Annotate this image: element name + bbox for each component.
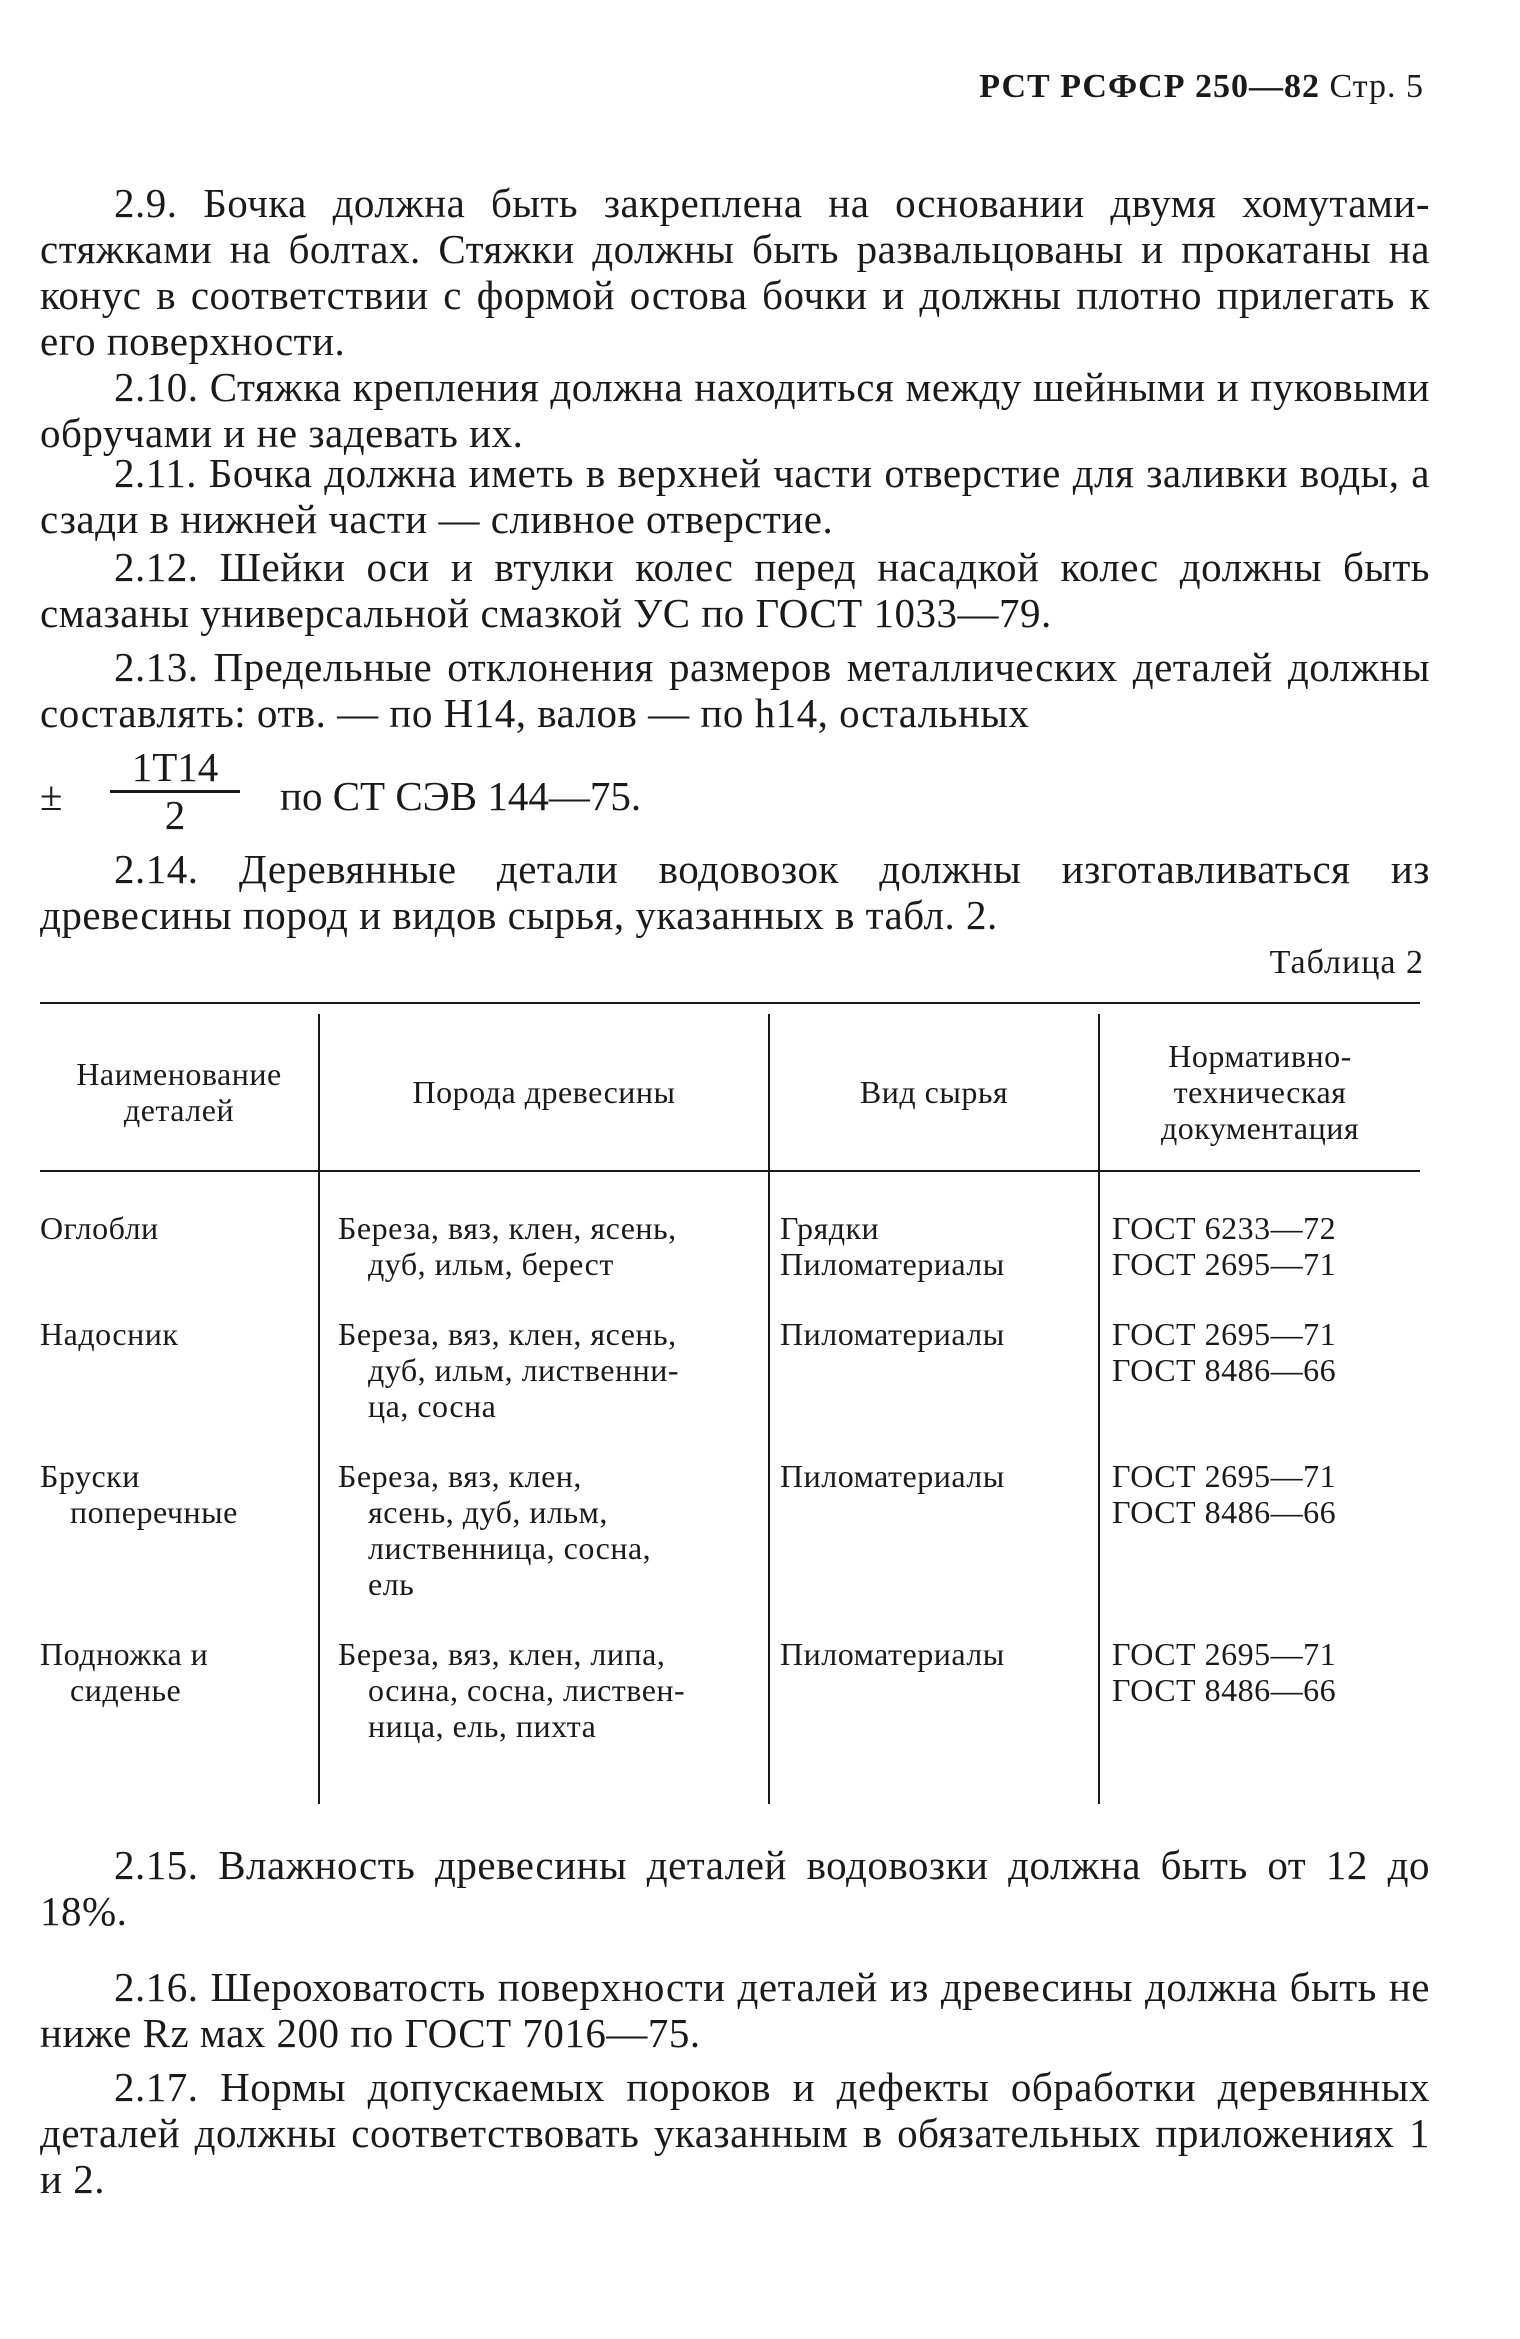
paragraph-2-11: 2.11. Бочка должна иметь в верхней части отверстие для заливки воды, а сзади в нижней части — сливное отверстие. <box>40 450 1430 542</box>
header-material: Вид сырья <box>859 1074 1009 1110</box>
paragraph-2-15: 2.15. Влажность древесины деталей водовозки должна быть от 12 до 18%. <box>40 1842 1430 1934</box>
row-3-part: Бруски поперечные <box>40 1458 238 1530</box>
fraction-denominator: 2 <box>164 792 186 838</box>
header-species: Порода древесины <box>412 1074 676 1110</box>
fraction <box>100 744 250 837</box>
row-3-material: Пиломатериалы <box>780 1458 1005 1494</box>
paragraph-2-9: 2.9. Бочка должна быть закреплена на основании двумя хомутами-стяжками на болтах. Стяжки должны быть развальцованы и прокатаны на конус в соответствии с формой остова бочки и должны плотно прилегать к его поверхности. <box>40 180 1430 364</box>
table-top-rule <box>40 1002 1420 1004</box>
column-divider-2 <box>768 1014 770 1804</box>
materials-table <box>40 1002 1420 1802</box>
page-header <box>979 68 1424 106</box>
table-caption: Таблица 2 <box>1269 944 1424 981</box>
row-4-part: Подножка и сиденье <box>40 1636 209 1708</box>
row-2-docs: ГОСТ 2695—71 ГОСТ 8486—66 <box>1112 1316 1337 1388</box>
row-4-material: Пиломатериалы <box>780 1636 1005 1672</box>
paragraph-2-16: 2.16. Шероховатость поверхности деталей из древесины должна быть не ниже Rz мах 200 по ГОСТ 7016—75. <box>40 1964 1430 2056</box>
tolerance-formula <box>40 744 940 844</box>
row-1-docs: ГОСТ 6233—72 ГОСТ 2695—71 <box>1112 1210 1337 1282</box>
row-2-material: Пиломатериалы <box>780 1316 1005 1352</box>
row-1-species: Береза, вяз, клен, ясень, дуб, ильм, берест <box>338 1210 677 1282</box>
row-2-part: Надосник <box>40 1316 179 1352</box>
row-3-docs: ГОСТ 2695—71 ГОСТ 8486—66 <box>1112 1458 1337 1530</box>
standard-number: РСТ РСФСР 250—82 <box>979 68 1320 105</box>
plus-minus-sign: ± <box>40 773 63 819</box>
paragraph-2-13: 2.13. Предельные отклонения размеров металлических деталей должны составлять: отв. — по Н14, валов — по h14, остальных <box>40 644 1430 736</box>
row-1-material: Грядки Пиломатериалы <box>780 1210 1005 1282</box>
row-1-part: Оглобли <box>40 1210 159 1246</box>
row-4-docs: ГОСТ 2695—71 ГОСТ 8486—66 <box>1112 1636 1337 1708</box>
paragraph-2-17: 2.17. Нормы допускаемых пороков и дефекты обработки деревянных деталей должны соответствовать указанным в обязательных приложениях 1 и 2. <box>40 2064 1430 2202</box>
paragraph-2-10: 2.10. Стяжка крепления должна находиться между шейными и пуковыми обручами и не задевать их. <box>40 364 1430 456</box>
paragraph-2-14: 2.14. Деревянные детали водовозок должны изготавливаться из древесины пород и видов сырья, указанных в табл. 2. <box>40 846 1430 938</box>
column-divider-1 <box>318 1014 320 1804</box>
header-part: Наименование деталей <box>76 1056 282 1128</box>
paragraph-2-12: 2.12. Шейки оси и втулки колес перед насадкой колес должны быть смазаны универсальной смазкой УС по ГОСТ 1033—79. <box>40 544 1430 636</box>
row-3-species: Береза, вяз, клен, ясень, дуб, ильм, лиственница, сосна, ель <box>338 1458 652 1602</box>
fraction-numerator: 1Т14 <box>131 744 219 790</box>
page-number: Стр. 5 <box>1329 68 1424 105</box>
row-4-species: Береза, вяз, клен, липа, осина, сосна, листвен- ница, ель, пихта <box>338 1636 686 1744</box>
header-docs: Нормативно- техническая документация <box>1160 1038 1360 1146</box>
row-2-species: Береза, вяз, клен, ясень, дуб, ильм, лиственни- ца, сосна <box>338 1316 680 1424</box>
table-header-rule <box>40 1170 1420 1172</box>
formula-reference: по СТ СЭВ 144—75. <box>280 773 642 819</box>
